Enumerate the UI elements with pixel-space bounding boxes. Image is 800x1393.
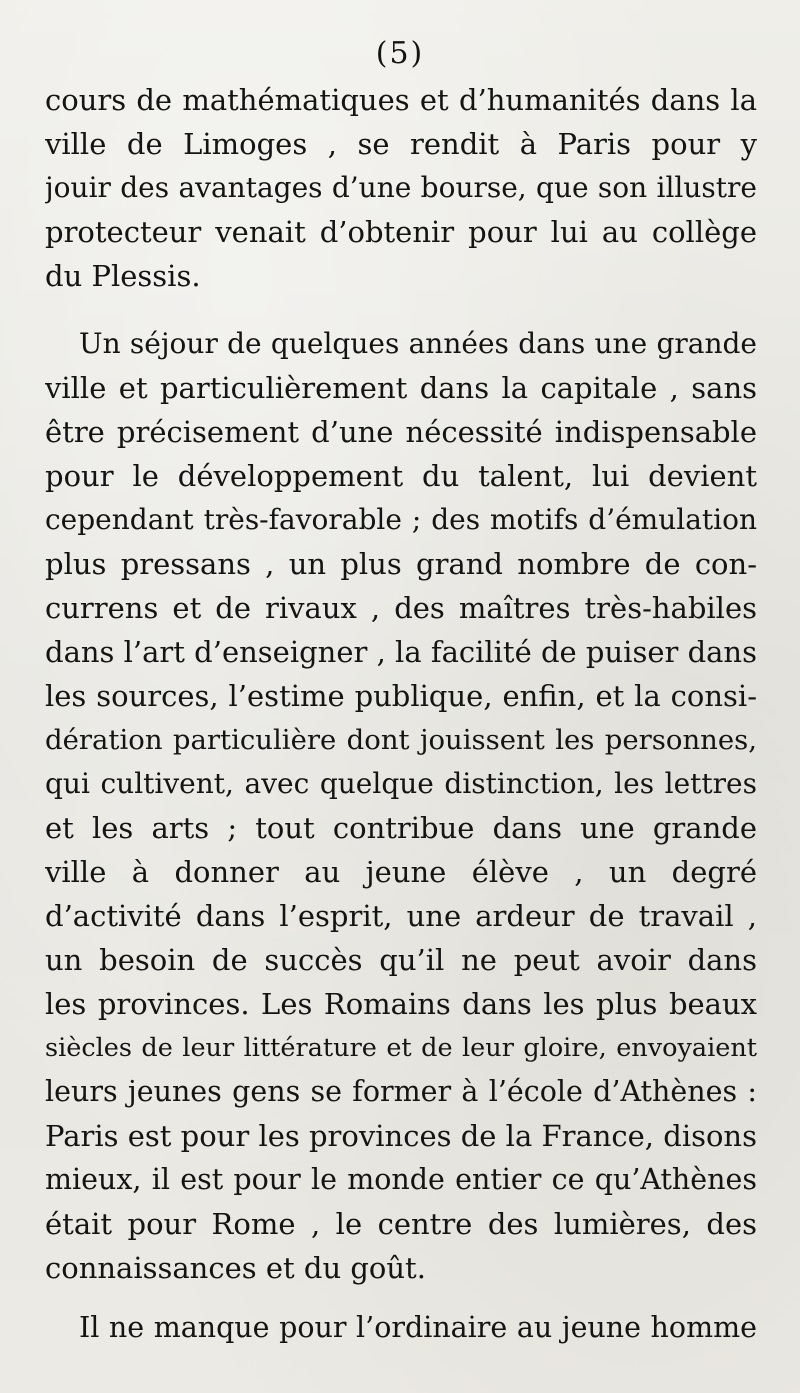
text-line: ville et particulièrement dans la capitale , sans [45,371,757,405]
text-line: et les arts ; tout contribue dans une grande [45,811,757,845]
text-line: ville de Limoges , se rendit à Paris pour y [45,127,757,161]
text-line: connaissances et du goût. [45,1251,426,1285]
text-line: Un séjour de quelques années dans une grande [79,327,757,360]
text-line: pour le développement du talent, lui devient [45,459,757,493]
page-number: (5) [375,36,425,71]
text-line: était pour Rome , le centre des lumières, des [45,1207,757,1241]
text-line: mieux, il est pour le monde entier ce qu’Athènes [45,1163,757,1196]
text-line: du Plessis. [45,259,201,293]
text-line: cependant très-favorable ; des motifs d’émulation [45,503,757,536]
text-line: plus pressans , un plus grand nombre de con- [45,547,757,581]
text-line: les sources, l’estime publique, enfin, et la consi- [45,679,757,713]
text-line: jouir des avantages d’une bourse, que son illustre [45,171,757,204]
text-line: Paris est pour les provinces de la France, disons [45,1119,757,1153]
text-line: un besoin de succès qu’il ne peut avoir dans [45,943,757,977]
text-line: cours de mathématiques et d’humanités dans la [45,83,757,117]
text-line: ville à donner au jeune élève , un degré [45,855,757,889]
text-line: être précisement d’une nécessité indispensable [45,415,757,449]
paragraph-1 [45,78,757,298]
paragraph-2 [45,322,757,1290]
text-line: d’activité dans l’esprit, une ardeur de travail , [45,899,757,933]
paragraph-3 [45,1306,757,1350]
text-line: dans l’art d’enseigner , la facilité de puiser dans [45,635,757,669]
text-line: currens et de rivaux , des maîtres très-habiles [45,591,757,625]
text-line: protecteur venait d’obtenir pour lui au collège [45,215,757,249]
text-line: leurs jeunes gens se former à l’école d’Athènes : [45,1075,757,1108]
text-line: siècles de leur littérature et de leur gloire, envoyaient [45,1033,757,1063]
text-line: Il ne manque pour l’ordinaire au jeune homme [79,1311,757,1344]
text-line: qui cultivent, avec quelque distinction, les lettres [45,767,757,800]
text-line: les provinces. Les Romains dans les plus beaux [45,987,757,1021]
text-line: dération particulière dont jouissent les personnes, [45,724,757,756]
